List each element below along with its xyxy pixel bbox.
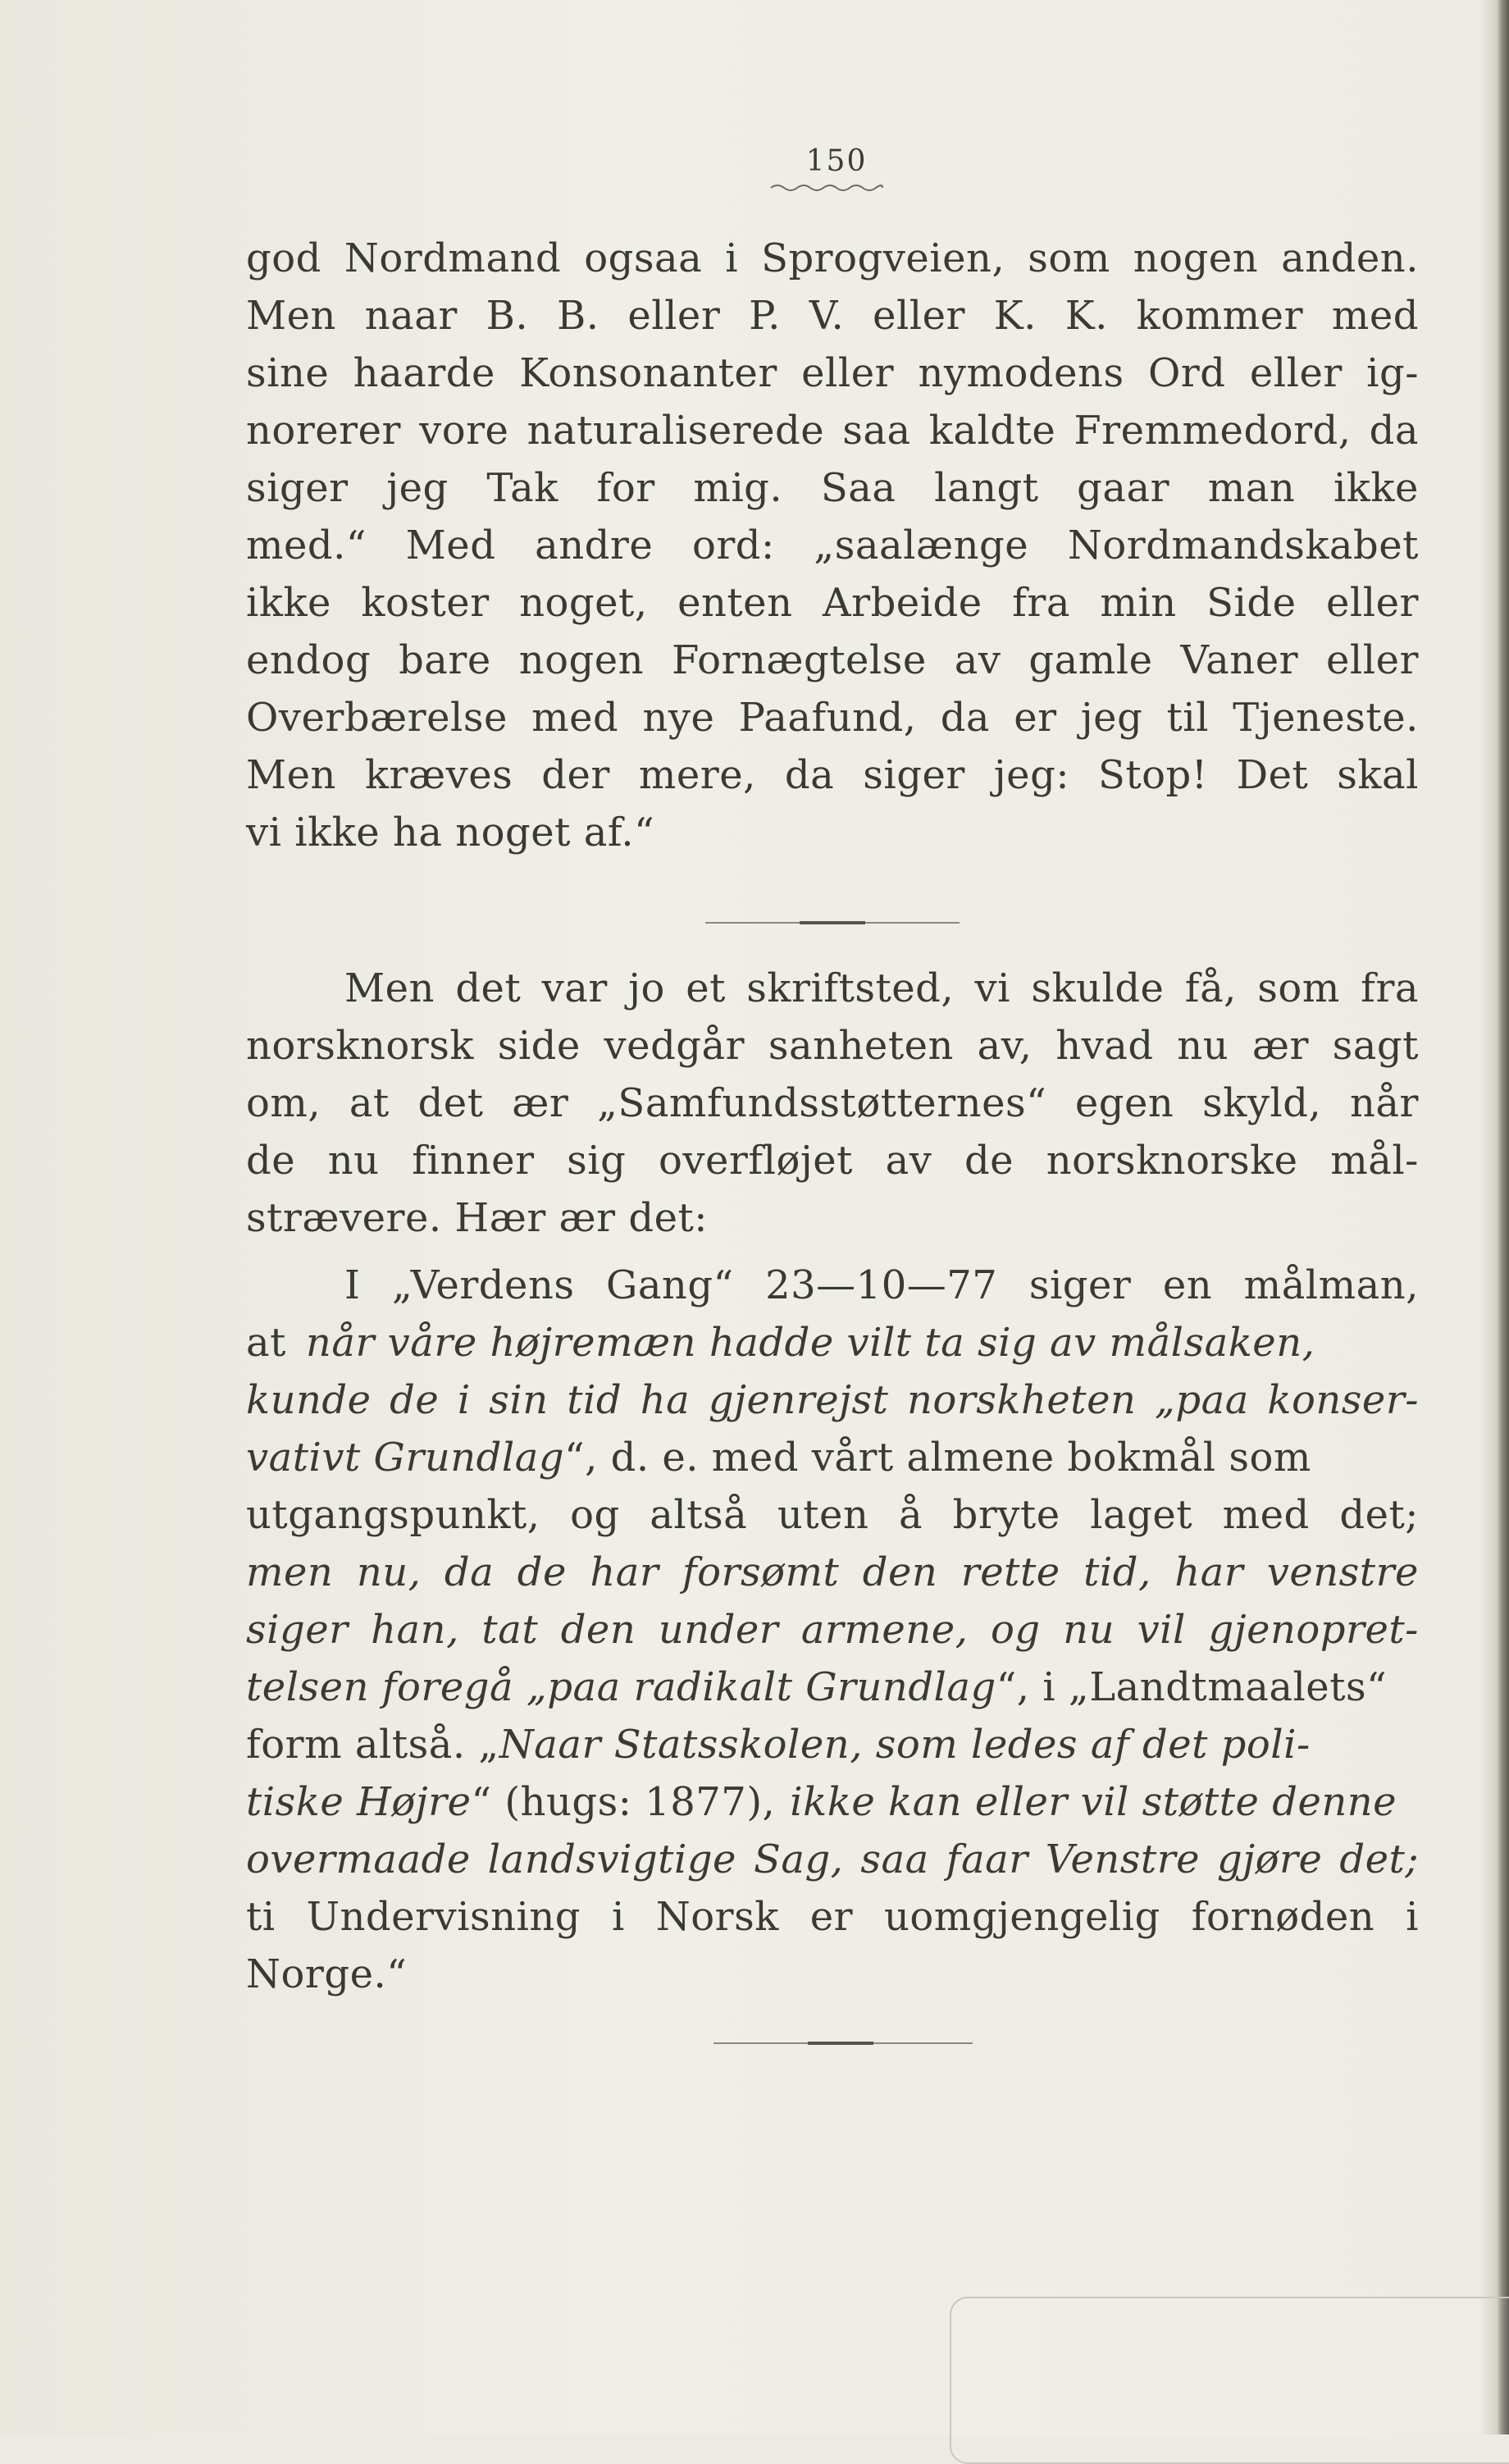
italic-run: telsen foregå „paa radikalt Grundlag — [246, 1664, 996, 1710]
page-edge-shadow — [1479, 0, 1498, 2434]
word: de — [517, 1549, 567, 1595]
word: fornøden — [1191, 1894, 1375, 1940]
word: Nordmand — [344, 235, 562, 281]
word: har — [590, 1549, 659, 1595]
word: ord: — [691, 522, 775, 568]
word: eller — [801, 350, 895, 396]
word: K. — [993, 293, 1037, 339]
word: eller — [1325, 637, 1419, 683]
word: utgangspunkt, — [246, 1492, 540, 1538]
text-line — [246, 1888, 1419, 1946]
word: konser- — [1267, 1377, 1419, 1423]
text-line — [246, 574, 1419, 632]
word: mere, — [638, 752, 756, 798]
word: han, — [371, 1607, 459, 1653]
word: med.“ — [246, 522, 367, 568]
word: å — [898, 1492, 923, 1538]
text-line — [246, 632, 1419, 689]
text-line — [246, 1257, 1419, 1314]
word: da — [444, 1549, 495, 1595]
word: skyld, — [1202, 1080, 1322, 1126]
word: Gang“ — [605, 1262, 734, 1308]
word: man — [1207, 465, 1296, 511]
text-line — [246, 1075, 1419, 1132]
word: at — [349, 1080, 390, 1126]
text-line — [246, 230, 1419, 287]
word: Stop! — [1097, 752, 1208, 798]
word: Overbærelse — [246, 695, 508, 741]
word: jeg: — [993, 752, 1069, 798]
word: uten — [777, 1492, 869, 1538]
word: langt — [934, 465, 1039, 511]
word: ikke — [1333, 465, 1419, 511]
word: sagt — [1332, 1023, 1419, 1069]
word: „paa — [1154, 1377, 1249, 1423]
word: fra — [1012, 580, 1070, 626]
word: med — [1222, 1492, 1310, 1538]
page-number-ornament — [769, 182, 884, 194]
word: P. — [749, 293, 781, 339]
text-line — [246, 1017, 1419, 1075]
text-run: “, d. e. med vårt almene bokmål som — [564, 1435, 1311, 1481]
word: armene, — [800, 1607, 969, 1653]
word: bare — [399, 637, 491, 683]
word: Tak — [486, 465, 558, 511]
word: sanheten — [768, 1023, 954, 1069]
word: det; — [1339, 1492, 1419, 1538]
italic-line — [246, 1544, 1419, 1601]
word: norsknorske — [1046, 1138, 1298, 1184]
word: som — [1028, 235, 1110, 281]
word: det — [417, 1080, 484, 1126]
paragraph-3 — [246, 1257, 1419, 2003]
text-line — [246, 746, 1419, 804]
word: ikke — [246, 580, 331, 626]
text-line — [246, 402, 1419, 459]
word: siger — [863, 752, 965, 798]
word: gjenrejst — [708, 1377, 889, 1423]
word: kræves — [364, 752, 513, 798]
italic-line — [246, 1601, 1419, 1659]
text-run: at — [246, 1320, 286, 1366]
word: rette — [960, 1549, 1060, 1595]
word: eller — [627, 293, 721, 339]
word: god — [246, 235, 321, 281]
word: haarde — [353, 350, 495, 396]
word: gaar — [1077, 465, 1170, 511]
word: nye — [642, 695, 715, 741]
text-line — [246, 1132, 1419, 1189]
section-divider-mark — [808, 2042, 873, 2045]
word: Fremmedord, — [1074, 408, 1352, 454]
word: altså — [650, 1492, 748, 1538]
italic-line — [246, 1371, 1419, 1429]
word: koster — [361, 580, 490, 626]
word: da — [940, 695, 991, 741]
word: endog — [246, 637, 372, 683]
word: de — [964, 1138, 1014, 1184]
word: min — [1100, 580, 1177, 626]
word: Sag, — [753, 1837, 844, 1882]
word: „Samfundsstøtternes“ — [597, 1080, 1047, 1126]
word: enten — [677, 580, 793, 626]
word: Norsk — [655, 1894, 779, 1940]
word: som — [1257, 965, 1340, 1011]
text-line — [246, 689, 1419, 746]
word: ogsaa — [584, 235, 703, 281]
word: og — [570, 1492, 620, 1538]
word: da — [1369, 408, 1419, 454]
text-line — [246, 517, 1419, 574]
word: finner — [412, 1138, 535, 1184]
word: skulde — [1031, 965, 1165, 1011]
word: en — [1162, 1262, 1213, 1308]
book-edge — [1498, 0, 1509, 2434]
word: vil — [1137, 1607, 1186, 1653]
text-line — [246, 1659, 1419, 1716]
word: var — [541, 965, 608, 1011]
text-line — [246, 1429, 1419, 1486]
word: Ord — [1147, 350, 1226, 396]
word: med — [531, 695, 619, 741]
word: har — [1174, 1549, 1244, 1595]
word: faar — [946, 1837, 1028, 1882]
italic-run: tiske Højre — [246, 1779, 472, 1825]
word: gjøre — [1217, 1837, 1323, 1882]
word: I — [344, 1262, 361, 1308]
word: saa — [842, 408, 911, 454]
word: et — [686, 965, 726, 1011]
word: om, — [246, 1080, 321, 1126]
word: norskheten — [907, 1377, 1137, 1423]
page-number: 150 — [805, 144, 868, 178]
word: sine — [246, 350, 330, 396]
word: mål- — [1330, 1138, 1419, 1184]
text-line: Norge.“ — [246, 1951, 408, 1997]
word: Nordmandskabet — [1067, 522, 1419, 568]
word: den — [862, 1549, 938, 1595]
word: nogen — [1133, 235, 1259, 281]
word: siger — [1028, 1262, 1132, 1308]
word: ti — [246, 1894, 276, 1940]
word: men — [246, 1549, 334, 1595]
word: med — [1331, 293, 1419, 339]
word: jeg — [1080, 695, 1143, 741]
word: egen — [1074, 1080, 1174, 1126]
text-line — [246, 287, 1419, 345]
word: nu — [1063, 1607, 1115, 1653]
text-line — [246, 459, 1419, 517]
text-line — [246, 960, 1419, 1017]
word: de — [390, 1377, 440, 1423]
word: Men — [344, 965, 435, 1011]
word: målman, — [1243, 1262, 1419, 1308]
word: „saalænge — [814, 522, 1029, 568]
word: andre — [535, 522, 654, 568]
word: av — [885, 1138, 932, 1184]
word: i — [611, 1894, 625, 1940]
word: naar — [364, 293, 458, 339]
word: Det — [1236, 752, 1309, 798]
word: Vaner — [1180, 637, 1299, 683]
word: K. — [1065, 293, 1108, 339]
word: uomgjengelig — [883, 1894, 1160, 1940]
word: det — [455, 965, 522, 1011]
word: saa — [860, 1837, 929, 1882]
word: der — [541, 752, 610, 798]
word: side — [497, 1023, 581, 1069]
text-line — [246, 1716, 1419, 1773]
word: V. — [809, 293, 845, 339]
word: i — [725, 235, 739, 281]
word: hvad — [1055, 1023, 1154, 1069]
word: gjenopret- — [1208, 1607, 1419, 1653]
word: sig — [567, 1138, 627, 1184]
word: jo — [628, 965, 665, 1011]
text-run: “ (hugs: 1877), — [471, 1779, 776, 1825]
word: tat — [481, 1607, 539, 1653]
word: anden. — [1281, 235, 1419, 281]
word: ær — [1251, 1023, 1309, 1069]
word: Venstre — [1045, 1837, 1201, 1882]
word: vi — [974, 965, 1010, 1011]
word: vore — [419, 408, 509, 454]
word: da — [784, 752, 835, 798]
word: eller — [1249, 350, 1343, 396]
word: 23—10—77 — [765, 1262, 998, 1308]
text-run: form altså. „ — [246, 1722, 499, 1768]
word: kaldte — [928, 408, 1056, 454]
word: siger — [246, 465, 349, 511]
word: jeg — [386, 465, 449, 511]
word: norsknorsk — [246, 1023, 474, 1069]
word: de — [246, 1138, 296, 1184]
italic-run: Naar Statsskolen, som ledes af det poli- — [499, 1722, 1311, 1768]
word: overfløjet — [658, 1138, 853, 1184]
word: nogen — [518, 637, 645, 683]
word: eller — [873, 293, 965, 339]
word: skriftsted, — [746, 965, 955, 1011]
italic-line — [246, 1831, 1419, 1888]
word: den — [560, 1607, 636, 1653]
paragraph-2 — [246, 960, 1419, 1247]
word: til — [1166, 695, 1209, 741]
word: fra — [1361, 965, 1419, 1011]
word: Men — [246, 293, 336, 339]
word: Paafund, — [738, 695, 917, 741]
word: nymodens — [918, 350, 1124, 396]
word: B. — [556, 293, 599, 339]
word: Sprogveien, — [761, 235, 1005, 281]
word: forsømt — [682, 1549, 840, 1595]
word: nu — [327, 1138, 380, 1184]
word: Side — [1206, 580, 1297, 626]
word: under — [658, 1607, 779, 1653]
italic-run: ikke kan eller vil støtte denne — [790, 1779, 1397, 1825]
word: og — [990, 1607, 1041, 1653]
word: Fornægtelse — [671, 637, 927, 683]
word: nu — [1177, 1023, 1229, 1069]
word: nu, — [356, 1549, 422, 1595]
word: kunde — [246, 1377, 372, 1423]
word: gamle — [1028, 637, 1153, 683]
word: B. — [486, 293, 529, 339]
section-divider-mark — [800, 921, 865, 924]
word: norerer — [246, 408, 401, 454]
word: Saa — [820, 465, 896, 511]
word: Med — [405, 522, 496, 568]
word: ha — [640, 1377, 691, 1423]
word: sin — [489, 1377, 549, 1423]
word: mig. — [693, 465, 783, 511]
word: Konsonanter — [519, 350, 777, 396]
word: siger — [246, 1607, 349, 1653]
word: er — [1014, 695, 1057, 741]
word: det; — [1339, 1837, 1419, 1882]
word: eller — [1325, 580, 1419, 626]
word: ig- — [1366, 350, 1419, 396]
word: naturaliserede — [527, 408, 825, 454]
word: Arbeide — [822, 580, 982, 626]
word: Men — [246, 752, 336, 798]
word: skal — [1337, 752, 1419, 798]
word: tid, — [1083, 1549, 1151, 1595]
word: landsvigtige — [487, 1837, 736, 1882]
word: kommer — [1136, 293, 1304, 339]
word: når — [1350, 1080, 1419, 1126]
word: „Verdens — [391, 1262, 575, 1308]
text-line: strævere. Hær ær det: — [246, 1195, 708, 1241]
text-run: “, i „Landtmaalets“ — [996, 1664, 1388, 1710]
word: vedgår — [604, 1023, 745, 1069]
bookmark-slip — [950, 2297, 1509, 2464]
italic-run: når våre højremæn hadde vilt ta sig av målsaken, — [305, 1320, 1315, 1366]
word: i — [1406, 1894, 1419, 1940]
paragraph-1 — [246, 230, 1419, 861]
word: Tjeneste. — [1233, 695, 1419, 741]
word: overmaade — [246, 1837, 471, 1882]
word: bryte — [952, 1492, 1060, 1538]
text-line: vi ikke ha noget af.“ — [246, 810, 655, 856]
word: ær — [512, 1080, 569, 1126]
word: Undervisning — [306, 1894, 581, 1940]
text-line — [246, 345, 1419, 402]
word: for — [596, 465, 655, 511]
word: av — [954, 637, 1001, 683]
word: i — [457, 1377, 471, 1423]
word: få, — [1184, 965, 1237, 1011]
word: noget, — [519, 580, 648, 626]
text-line — [246, 1486, 1419, 1544]
word: tid — [567, 1377, 622, 1423]
word: laget — [1090, 1492, 1193, 1538]
text-line — [246, 1314, 1419, 1371]
text-line — [246, 1773, 1419, 1831]
word: venstre — [1266, 1549, 1419, 1595]
word: av, — [977, 1023, 1033, 1069]
italic-run: vativt Grundlag — [246, 1435, 565, 1481]
word: er — [809, 1894, 854, 1940]
